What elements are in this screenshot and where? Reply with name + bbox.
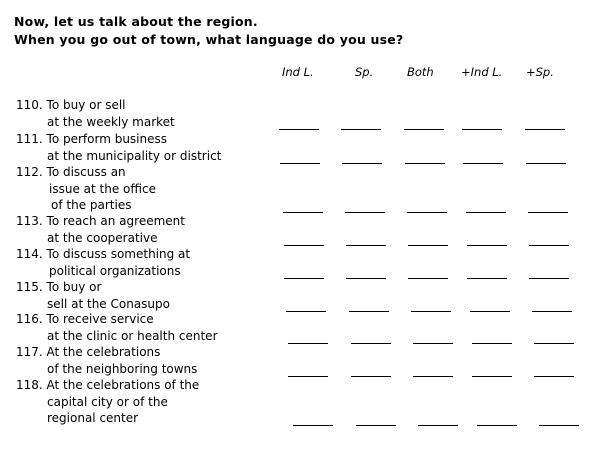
answer-blank-sp[interactable] <box>346 278 386 279</box>
answer-blank-ind-l[interactable] <box>283 212 323 213</box>
question-text-continued: at the clinic or health center <box>47 328 218 343</box>
answer-blank-both[interactable] <box>408 245 448 246</box>
answer-blank-plus-sp[interactable] <box>529 278 569 279</box>
question-text: 113. To reach an agreement <box>16 214 185 228</box>
answer-blank-plus-sp[interactable] <box>532 311 572 312</box>
question-text-continued: of the neighboring towns <box>47 361 198 376</box>
answer-blank-sp[interactable] <box>346 245 386 246</box>
question-text-continued: of the parties <box>51 198 132 212</box>
question-text: 116. To receive service <box>16 312 154 326</box>
question-text-continued: issue at the office <box>49 181 156 196</box>
answer-blank-plus-sp[interactable] <box>525 129 565 130</box>
answer-blank-plus-ind-l[interactable] <box>470 311 510 312</box>
question-text: 118. At the celebrations of the <box>16 378 200 392</box>
answer-blank-plus-sp[interactable] <box>528 212 568 213</box>
answer-blank-plus-sp[interactable] <box>534 343 574 344</box>
question-text-continued: political organizations <box>49 263 181 278</box>
answer-blank-plus-sp[interactable] <box>539 425 579 426</box>
answer-blank-both[interactable] <box>413 376 453 377</box>
answer-blank-both[interactable] <box>418 425 458 426</box>
answer-blank-plus-ind-l[interactable] <box>466 212 506 213</box>
answer-blank-plus-sp[interactable] <box>534 376 574 377</box>
question-text: 115. To buy or <box>16 280 102 294</box>
answer-blank-ind-l[interactable] <box>284 278 324 279</box>
answer-blank-plus-ind-l[interactable] <box>472 376 512 377</box>
answer-blank-plus-sp[interactable] <box>526 163 566 164</box>
answer-blank-both[interactable] <box>413 343 453 344</box>
column-header-both: Both <box>407 65 434 79</box>
answer-blank-plus-sp[interactable] <box>529 245 569 246</box>
answer-blank-ind-l[interactable] <box>279 129 319 130</box>
column-header-sp: Sp. <box>355 65 374 79</box>
column-header-ind-l: Ind L. <box>282 65 314 79</box>
answer-blank-plus-ind-l[interactable] <box>472 343 512 344</box>
answer-blank-ind-l[interactable] <box>293 425 333 426</box>
answer-blank-sp[interactable] <box>356 425 396 426</box>
question-text-continued: at the municipality or district <box>47 148 222 163</box>
question-text-continued: capital city or of the <box>47 394 168 409</box>
answer-blank-both[interactable] <box>404 129 444 130</box>
answer-blank-ind-l[interactable] <box>280 163 320 164</box>
column-header-plus-sp: +Sp. <box>526 65 554 79</box>
question-text-continued: at the cooperative <box>47 230 158 245</box>
answer-blank-plus-ind-l[interactable] <box>467 278 507 279</box>
question-text-continued: at the weekly market <box>47 114 175 129</box>
question-text: 111. To perform business <box>16 132 168 146</box>
answer-blank-sp[interactable] <box>349 311 389 312</box>
answer-blank-both[interactable] <box>407 212 447 213</box>
answer-blank-plus-ind-l[interactable] <box>463 163 503 164</box>
intro-heading: Now, let us talk about the region. <box>14 14 258 29</box>
question-heading: When you go out of town, what language do you use? <box>14 32 404 47</box>
question-text-continued: regional center <box>47 411 139 425</box>
column-header-plus-ind-l: +Ind L. <box>461 65 503 79</box>
answer-blank-sp[interactable] <box>345 212 385 213</box>
answer-blank-ind-l[interactable] <box>284 245 324 246</box>
question-text: 114. To discuss something at <box>16 247 191 261</box>
answer-blank-ind-l[interactable] <box>286 311 326 312</box>
answer-blank-sp[interactable] <box>351 376 391 377</box>
answer-blank-both[interactable] <box>405 163 445 164</box>
answer-blank-sp[interactable] <box>341 129 381 130</box>
answer-blank-both[interactable] <box>408 278 448 279</box>
question-text-continued: sell at the Conasupo <box>47 296 170 311</box>
answer-blank-ind-l[interactable] <box>288 343 328 344</box>
answer-blank-plus-ind-l[interactable] <box>467 245 507 246</box>
answer-blank-sp[interactable] <box>351 343 391 344</box>
answer-blank-both[interactable] <box>411 311 451 312</box>
question-text: 117. At the celebrations <box>16 345 161 359</box>
question-text: 110. To buy or sell <box>16 98 126 112</box>
answer-blank-plus-ind-l[interactable] <box>462 129 502 130</box>
answer-blank-ind-l[interactable] <box>288 376 328 377</box>
question-text: 112. To discuss an <box>16 165 126 179</box>
answer-blank-plus-ind-l[interactable] <box>477 425 517 426</box>
answer-blank-sp[interactable] <box>342 163 382 164</box>
